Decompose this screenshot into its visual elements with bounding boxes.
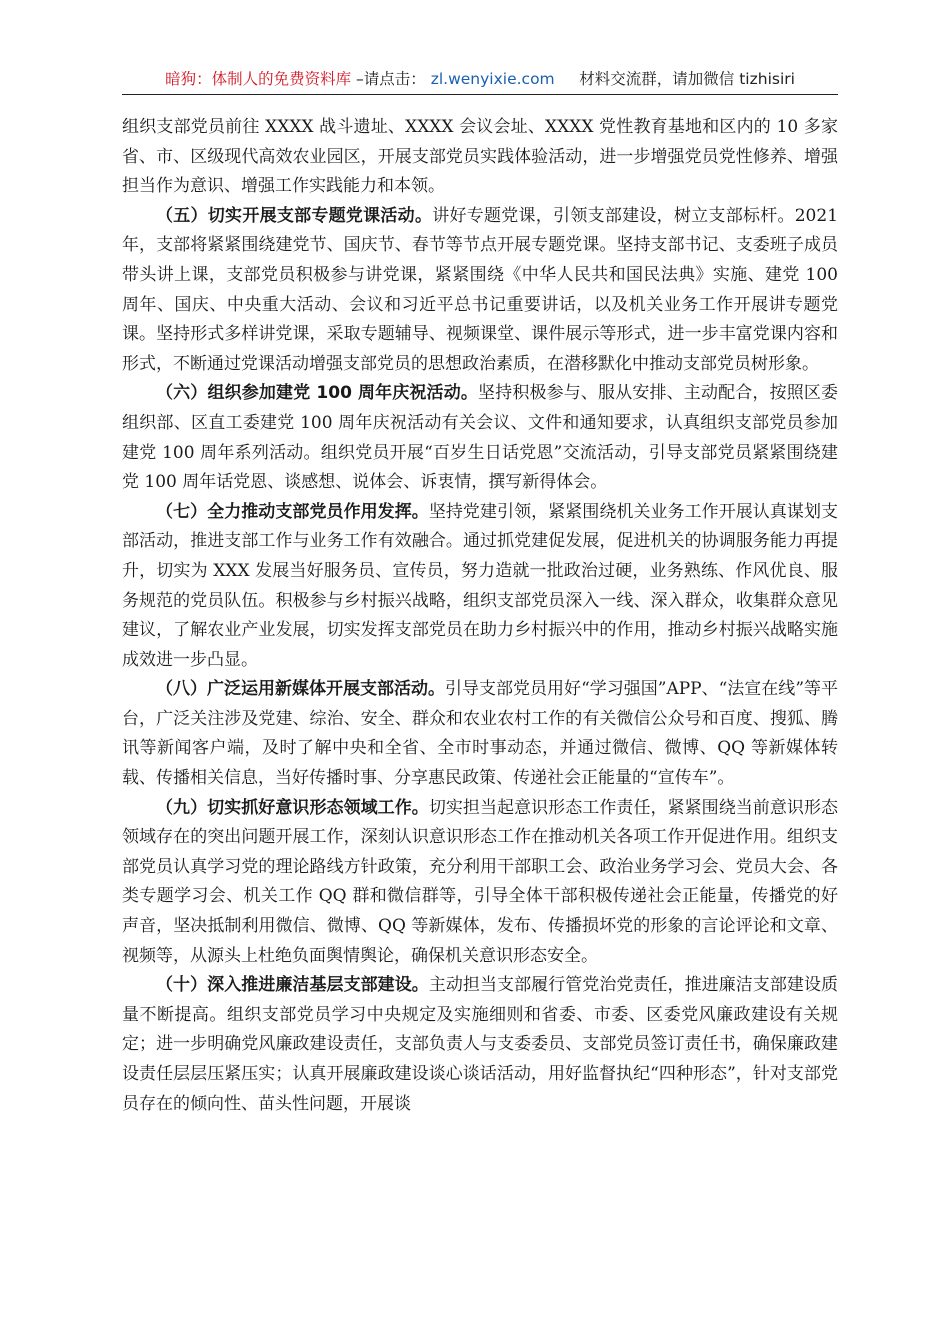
paragraph-text: 切实担当起意识形态工作责任，紧紧围绕当前意识形态领域存在的突出问题开展工作，深刻认识意识形态工作在推动机关各项工作开促进作用。组织支部党员认真学习党的理论路线方针政策，充分利用干部职工会、政治业务学习会、党员大会、各类专题学习会、机关工作 QQ 群和微信群等，引导全体干部积极传递社会正能量，传播党的好声音，坚决抵制利用微信、微博、QQ 等新媒体，发布、传播损坏党的形象的言论评论和文章、视频等，从源头上杜绝负面舆情舆论，确保机关意识形态安全。 [122,797,839,966]
paragraph-text: 讲好专题党课，引领支部建设，树立支部标杆。2021 年，支部将紧紧围绕建党节、国庆节、春节等节点开展专题党课。坚持支部书记、支委班子成员带头讲上课，支部党员积极参与讲党课，紧紧围绕《中华人民共和国民法典》实施、建党 100 周年、国庆、中央重大活动、会议和习近平总书记重要讲话，以及机关业务工作开展讲专题党课。坚持形式多样讲党课，采取专题辅导、视频课堂、课件展示等形式，进一步丰富党课内容和形式，不断通过党课活动增强支部党员的思想政治素质，在潜移默化中推动支部党员树形象。 [122,205,839,374]
paragraph-continued [122,113,838,202]
header-click-prefix: –请点击： [356,70,426,88]
paragraph-section-9 [122,794,838,972]
section-heading: （九）切实抓好意识形态领域工作。 [156,797,429,818]
header-brand: 暗狗：体制人的免费资料库 [165,70,352,88]
paragraph-section-10 [122,971,838,1119]
document-body [122,113,838,1119]
page-header [122,64,838,95]
paragraph-section-5 [122,202,838,380]
section-heading: （八）广泛运用新媒体开展支部活动。 [156,679,446,700]
paragraph-text: 引导支部党员用好“学习强国”APP、“法宣在线”等平台，广泛关注涉及党建、综治、安全、群众和农业农村工作的有关微信公众号和百度、搜狐、腾讯等新闻客户端，及时了解中央和全省、全市时事动态，并通过微信、微博、QQ 等新媒体转载、传播相关信息，当好传播时事、分享惠民政策、传递社会正能量的“宣传车”。 [122,679,839,789]
paragraph-section-6 [122,379,838,497]
section-heading: （七）全力推动支部党员作用发挥。 [156,501,429,522]
section-heading: （五）切实开展支部专题党课活动。 [156,205,433,226]
paragraph-text: 主动担当支部履行管党治党责任，推进廉洁支部建设质量不断提高。组织支部党员学习中央规定及实施细则和省委、市委、区委党风廉政建设有关规定；进一步明确党风廉政建设责任，支部负责人与支委委员、支部党员签订责任书，确保廉政建设责任层层压紧压实；认真开展廉政建设谈心谈话活动，用好监督执纪“四种形态”，针对支部党员存在的倾向性、苗头性问题，开展谈 [122,975,839,1114]
header-group-info: 材料交流群，请加微信 tizhisiri [579,70,795,88]
paragraph-section-7 [122,498,838,676]
paragraph-section-8 [122,675,838,793]
header-url-link[interactable]: zl.wenyixie.com [430,70,555,88]
paragraph-text: 坚持党建引领，紧紧围绕机关业务工作开展认真谋划支部活动，推进支部工作与业务工作有效融合。通过抓党建促发展，促进机关的协调服务能力再提升，切实为 XXX 发展当好服务员、宣传员，努力造就一批政治过硬，业务熟练、作风优良、服务规范的党员队伍。积极参与乡村振兴战略，组织支部党员深入一线、深入群众，收集群众意见建议，了解农业产业发展，切实发挥支部党员在助力乡村振兴中的作用，推动乡村振兴战略实施成效进一步凸显。 [122,501,839,670]
paragraph-text: 坚持积极参与、服从安排、主动配合，按照区委组织部、区直工委建党 100 周年庆祝活动有关会议、文件和通知要求，认真组织支部党员参加建党 100 周年系列活动。组织党员开展“百岁生日话党恩”交流活动，引导支部党员紧紧围绕建党 100 周年话党恩、谈感想、说体会、诉衷情，撰写新得体会。 [122,383,839,493]
section-heading: （十）深入推进廉洁基层支部建设。 [156,975,429,996]
paragraph-text: 组织支部党员前往 XXXX 战斗遗址、XXXX 会议会址、XXXX 党性教育基地和区内的 10 多家省、市、区级现代高效农业园区，开展支部党员实践体验活动，进一步增强党员党性修养、增强担当作为意识、增强工作实践能力和本领。 [122,117,838,197]
section-heading: （六）组织参加建党 100 周年庆祝活动。 [156,383,479,404]
